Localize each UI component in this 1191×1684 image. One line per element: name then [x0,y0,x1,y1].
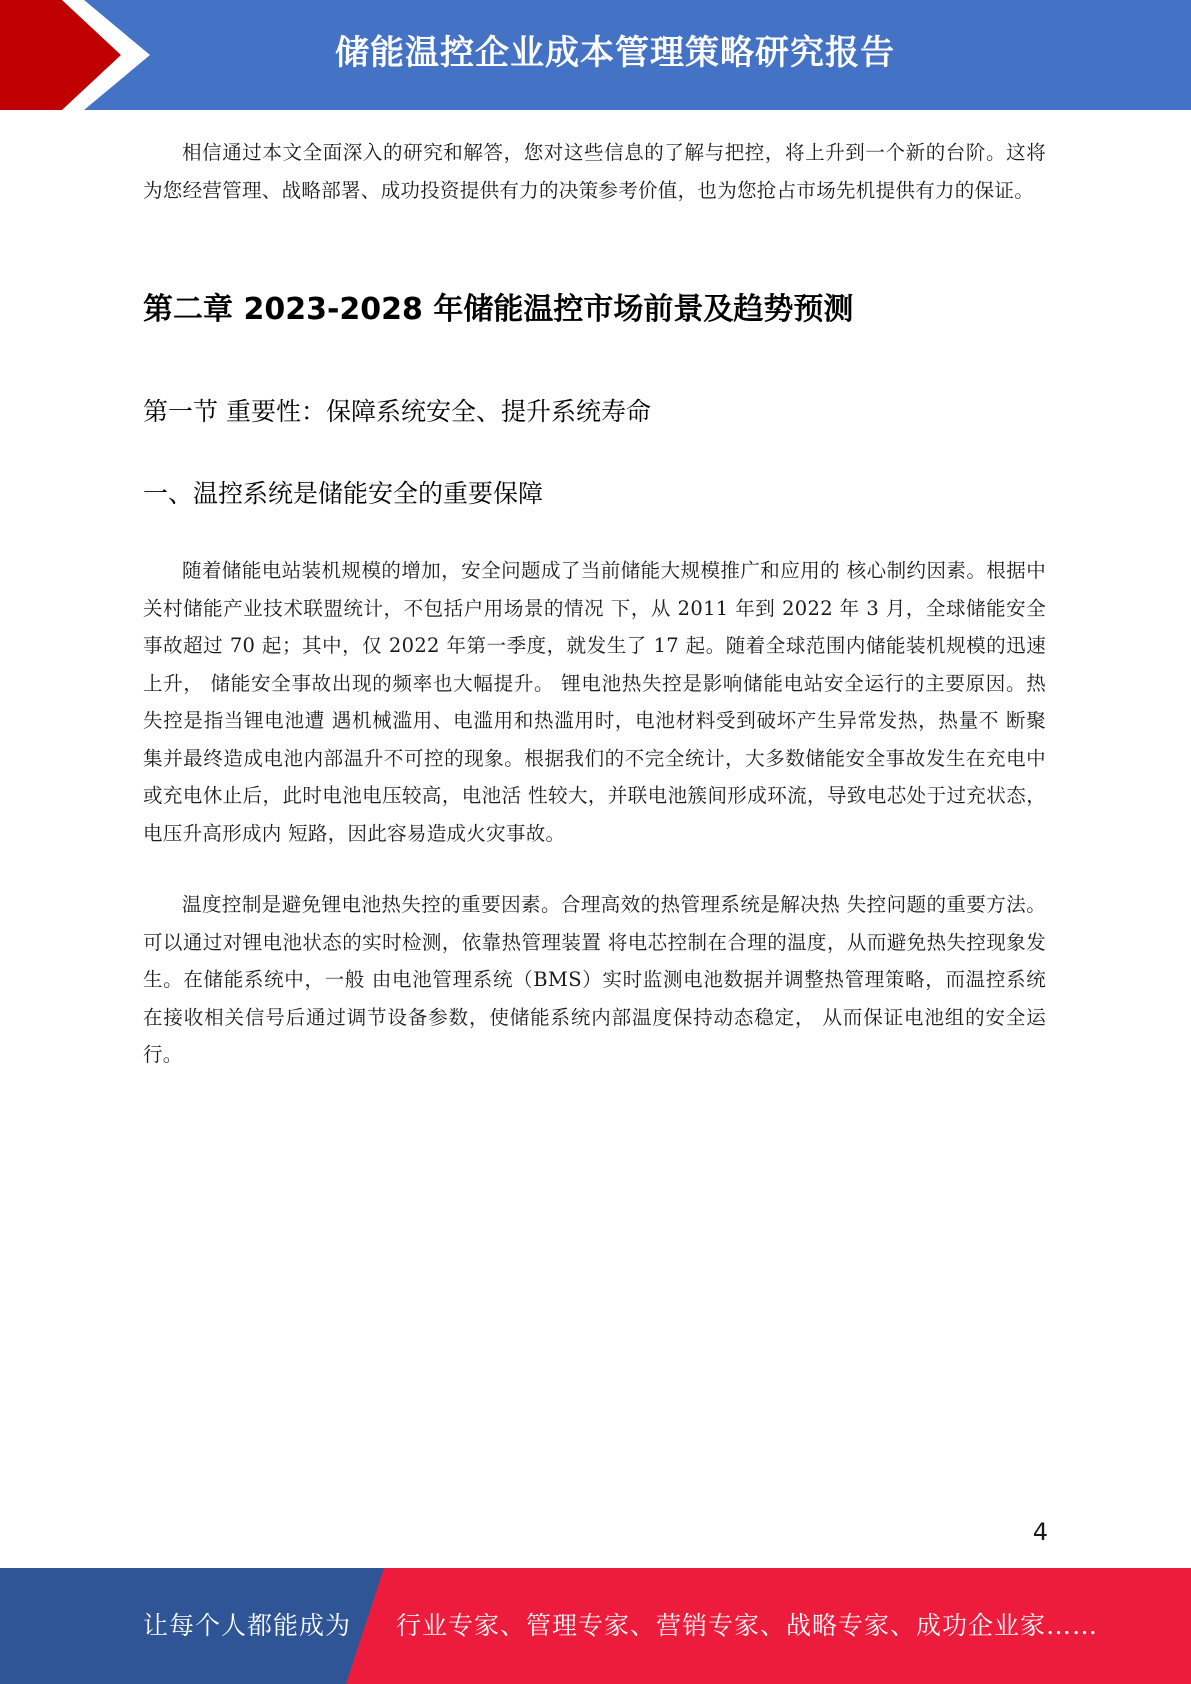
body-paragraph-1: 随着储能电站装机规模的增加，安全问题成了当前储能大规模推广和应用的 核心制约因素。根据中关村储能产业技术联盟统计，不包括户用场景的情况 下，从 2011 年到 2022 年 3 月，全球储能安全事故超过 70 起；其中，仅 2022 年第一季度，就发生了 17 起。随着全球范围内储能装机规模的迅速上升， 储能安全事故出现的频率也大幅提升。 锂电池热失控是影响储能电站安全运行的主要原因。热失控是指当锂电池遭 遇机械滥用、电滥用和热滥用时，电池材料受到破坏产生异常发热，热量不 断聚集并最终造成电池内部温升不可控的现象。根据我们的不完全统计，大多数储能安全事故发生在充电中或充电休止后，此时电池电压较高，电池活 性较大，并联电池簇间形成环流，导致电芯处于过充状态，电压升高形成内 短路，因此容易造成火灾事故。 [143,559,1046,845]
footer-slogan-right: 行业专家、管理专家、营销专家、战略专家、成功企业家…… [396,1611,1099,1640]
chapter-title: 第二章 2023-2028 年储能温控市场前景及趋势预测 [143,292,854,327]
body-paragraph-2: 温度控制是避免锂电池热失控的重要因素。合理高效的热管理系统是解决热 失控问题的重要方法。可以通过对锂电池状态的实时检测，依靠热管理装置 将电芯控制在合理的温度，从而避免热失控现象发生。在储能系统中，一般 由电池管理系统（BMS）实时监测电池数据并调整热管理策略，而温控系统 在接收相关信号后通过调节设备参数，使储能系统内部温度保持动态稳定， 从而保证电池组的安全运行。 [143,893,1046,1066]
report-title: 储能温控企业成本管理策略研究报告 [335,33,895,73]
subsection-title: 一、温控系统是储能安全的重要保障 [143,479,544,508]
footer-slogan-left: 让每个人都能成为 [143,1611,352,1640]
section-title: 第一节 重要性：保障系统安全、提升系统寿命 [143,397,651,426]
page-footer [0,1568,1191,1684]
page-number: 4 [1032,1518,1048,1546]
page-header [0,0,1191,110]
intro-paragraph: 相信通过本文全面深入的研究和解答，您对这些信息的了解与把控，将上升到一个新的台阶。这将为您经营管理、战略部署、成功投资提供有力的决策参考价值，也为您抢占市场先机提供有力的保证。 [143,141,1046,202]
